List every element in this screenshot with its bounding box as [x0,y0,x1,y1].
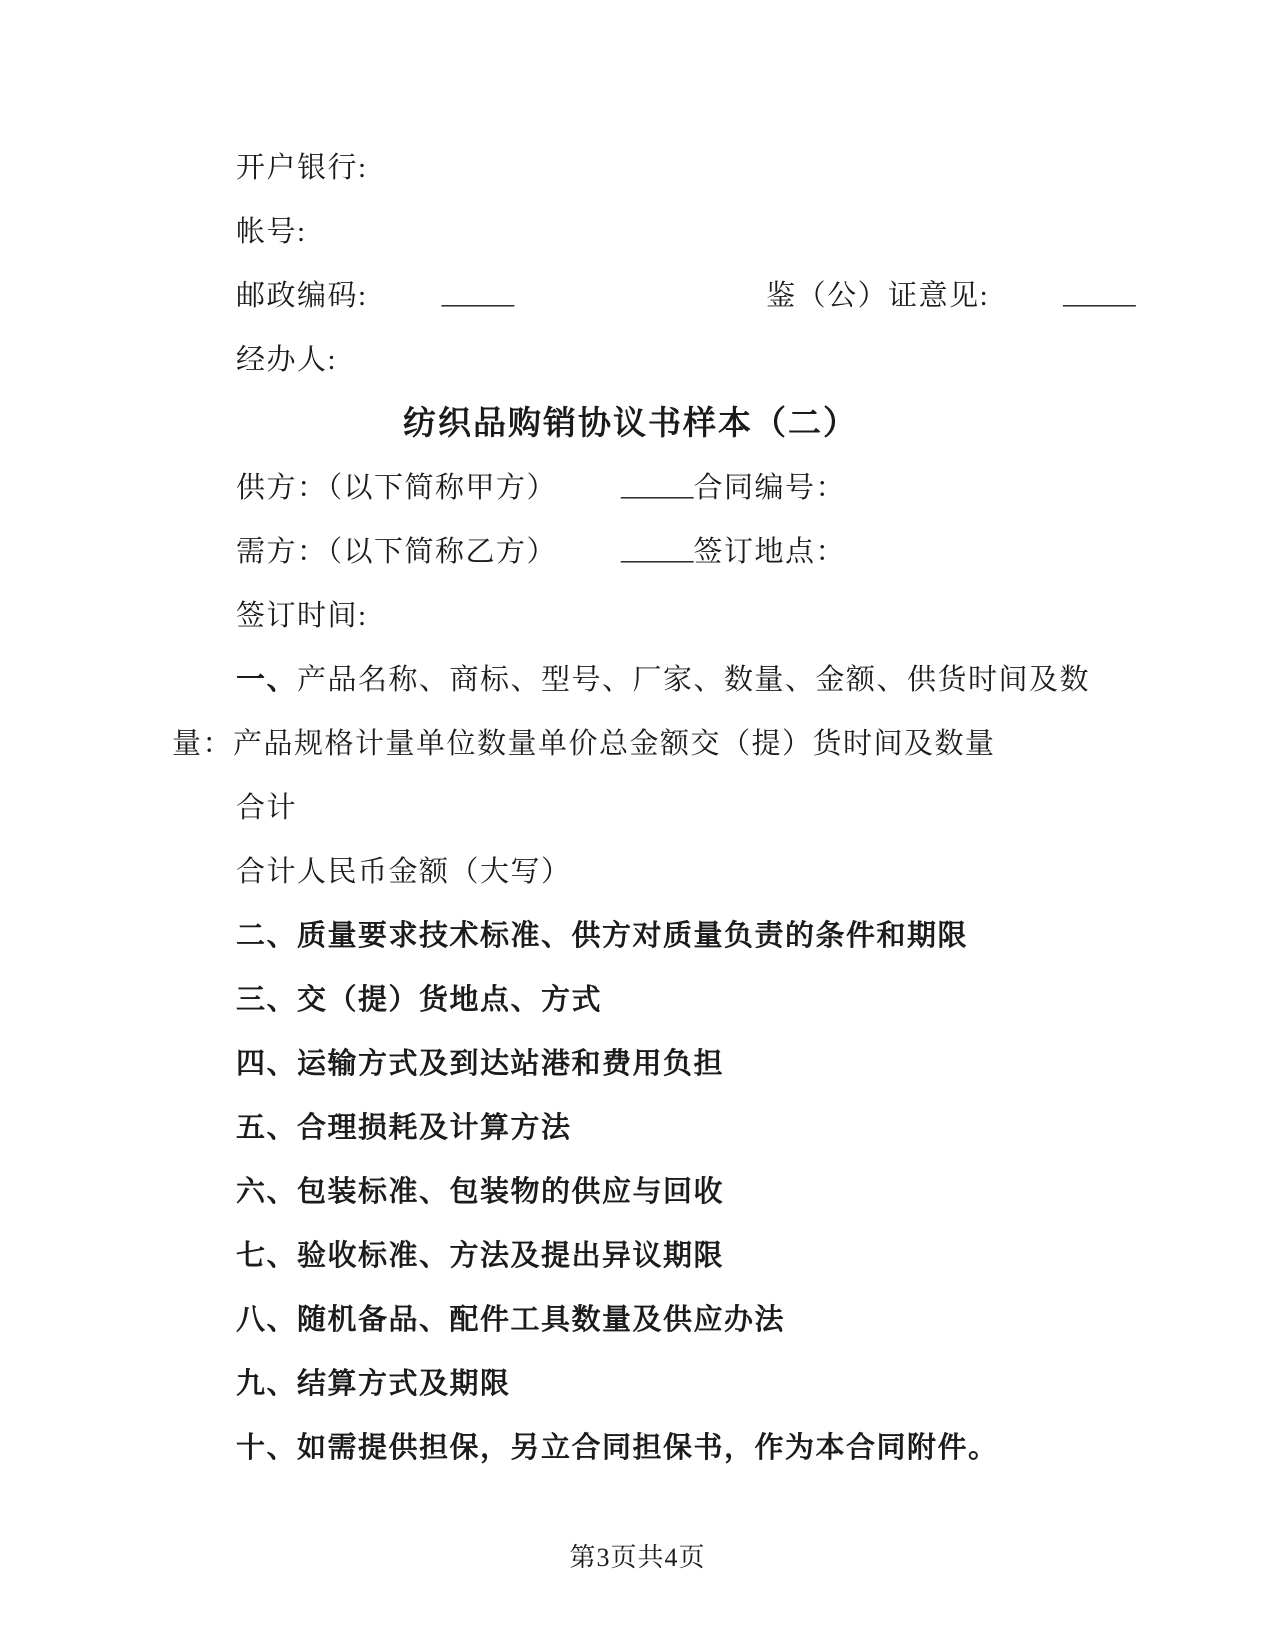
clause-6: 六、包装标准、包装物的供应与回收 [236,1176,725,1208]
field-bank: 开户银行: [236,152,368,184]
notary-label: 鉴（公）证意见: [766,280,990,312]
clause-8: 八、随机备品、配件工具数量及供应办法 [236,1304,786,1336]
contract-number-label: 合同编号： [693,472,847,504]
clause-10: 十、如需提供担保，另立合同担保书，作为本合同附件。 [236,1432,999,1464]
field-agent: 经办人: [236,344,338,376]
notary-blank-line: _____ [1063,278,1136,310]
clause-1-line-1 [172,648,1091,712]
supplier-blank-line: _____ [621,470,694,502]
clause-5: 五、合理损耗及计算方法 [236,1112,572,1144]
total-row: 合计 [236,792,298,824]
clause-7: 七、验收标准、方法及提出异议期限 [236,1240,725,1272]
clause-1-text: 产品名称、商标、型号、厂家、数量、金额、供货时间及数 [297,664,1091,696]
clause-2: 二、质量要求技术标准、供方对质量负责的条件和期限 [236,920,969,952]
document-body [172,136,1136,1480]
supplier-label: 供方：（以下简称甲方） [236,472,558,504]
clause-4: 四、运输方式及到达站港和费用负担 [236,1048,725,1080]
field-postal-notary-row [172,264,1136,328]
page-title: 纺织品购销协议书样本（二） [403,406,858,442]
page-number-footer: 第3页共4页 [569,1543,706,1572]
postal-label: 邮政编码: [236,280,368,312]
supplier-row [172,456,1065,520]
clause-1-line-2: 量：产品规格计量单位数量单价总金额交（提）货时间及数量 [172,728,996,760]
total-caps-row: 合计人民币金额（大写） [236,856,572,888]
clause-3: 三、交（提）货地点、方式 [236,984,603,1016]
field-account: 帐号: [236,216,307,248]
postal-blank-line: _____ [441,278,515,310]
clause-1-number: 一、 [236,664,298,696]
sign-place-label: 签订地点： [693,536,847,568]
buyer-row [172,520,1065,584]
clause-9: 九、结算方式及期限 [236,1368,511,1400]
sign-time-row: 签订时间: [236,600,368,632]
buyer-blank-line: _____ [621,534,694,566]
buyer-label: 需方：（以下简称乙方） [236,536,558,568]
